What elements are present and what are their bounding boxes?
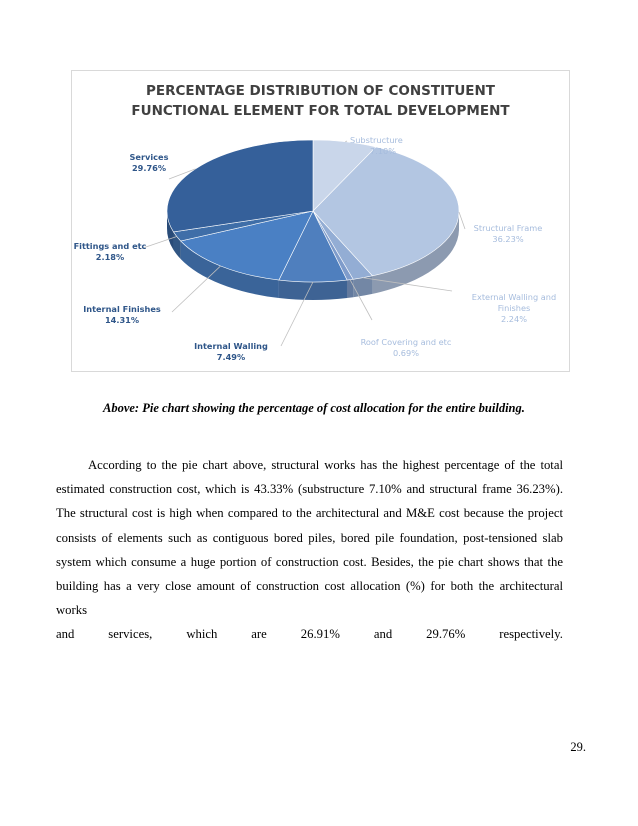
slice-value: 29.76% — [131, 163, 167, 173]
pie-chart — [71, 70, 570, 372]
paragraph-last-line — [56, 622, 563, 646]
slice-label: Internal Walling — [194, 341, 268, 351]
slice-value: 2.18% — [95, 252, 125, 262]
slice-label: Structural Frame — [473, 223, 543, 233]
leader-line — [172, 266, 221, 312]
slice-label: Finishes — [497, 303, 531, 313]
paragraph-word: which — [186, 627, 218, 642]
pie-side — [347, 279, 353, 298]
slice-value: 14.31% — [104, 315, 140, 325]
paragraph-word: and — [56, 627, 75, 642]
body-paragraph — [56, 453, 563, 647]
slice-value: 7.49% — [216, 352, 246, 362]
leader-line — [459, 212, 465, 229]
slice-label: Services — [129, 152, 169, 162]
paragraph-word: services, — [108, 627, 153, 642]
slice-value: 7.10% — [370, 146, 397, 156]
chart-title-line-1: PERCENTAGE DISTRIBUTION OF CONSTITUENT — [145, 83, 496, 99]
paragraph-word: 26.91% — [300, 627, 340, 642]
slice-label: Substructure — [350, 135, 403, 145]
slice-label: Fittings and etc — [73, 241, 147, 251]
figure-caption: Above: Pie chart showing the percentage of cost allocation for the entire building. — [103, 401, 525, 415]
pie-chart-svg — [72, 71, 569, 371]
paragraph-word: respectively. — [499, 627, 563, 642]
paragraph-word: and — [373, 627, 393, 642]
paragraph-text: According to the pie chart above, structural works has the highest percentage of the total estimated construction cost, which is 43.33% (substructure 7.10% and structural frame 36.23%). The structural cost is high when compared to the architectural and M&E cost because the project consists of elements such as contiguous bored piles, bored pile foundation, post-tensioned slab system which consume a huge portion of construction cost. Besides, the pie chart shows that the building has a very close amount of construction cost allocation (%) for both the architectural works — [56, 458, 563, 618]
slice-value: 0.69% — [392, 348, 420, 358]
chart-title-line-2: FUNCTIONAL ELEMENT FOR TOTAL DEVELOPMENT — [131, 103, 510, 119]
slice-label: Roof Covering and etc — [360, 337, 452, 347]
page-number: 29. — [570, 740, 586, 754]
slice-value: 36.23% — [492, 234, 524, 244]
slice-value: 2.24% — [500, 314, 528, 324]
paragraph-word: are — [251, 627, 267, 642]
pie-side — [279, 280, 347, 300]
slice-label: Internal Finishes — [83, 304, 161, 314]
paragraph-word: 29.76% — [426, 627, 466, 642]
slice-label: External Walling and — [471, 292, 557, 302]
